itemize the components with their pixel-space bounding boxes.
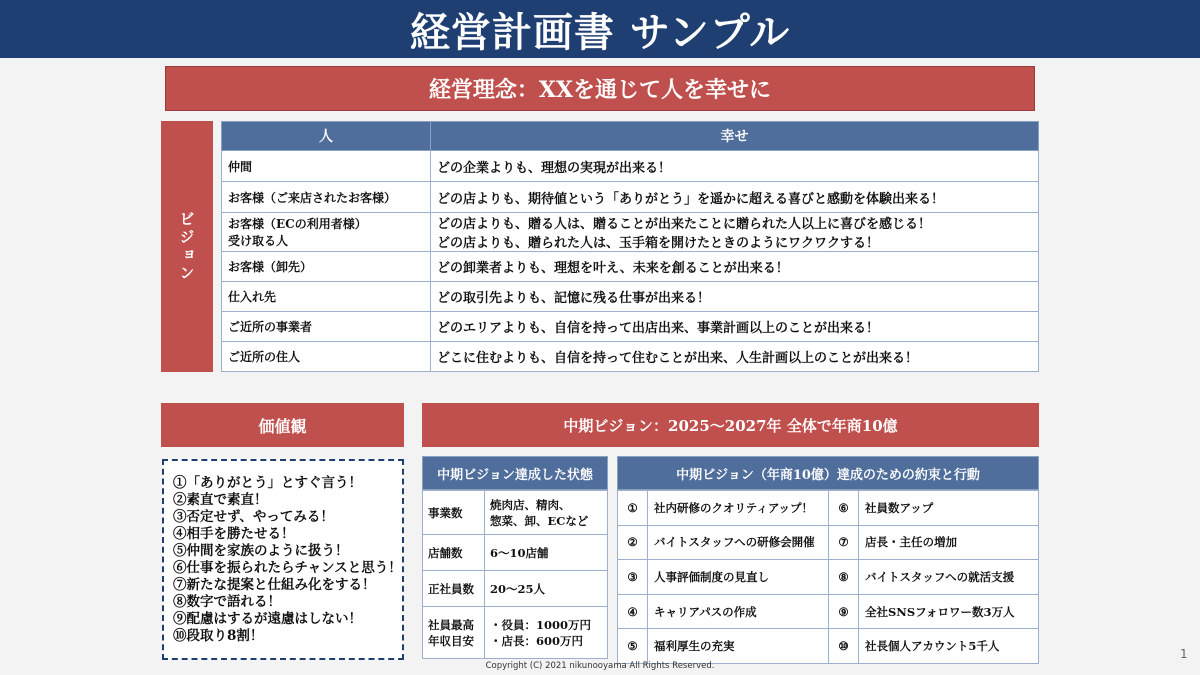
- state-label: [423, 607, 485, 659]
- promise-number: ②: [618, 525, 648, 560]
- happiness-cell: どのエリアよりも、自信を持って出店出来、事業計画以上のことが出来る！: [431, 312, 1039, 342]
- promise-number: ⑦: [829, 525, 859, 560]
- copyright: Copyright (C) 2021 nikunooyama All Rights Reserved.: [485, 661, 715, 671]
- state-value-line: 焼肉店、精肉、: [490, 497, 571, 512]
- promise-table: [617, 490, 1039, 664]
- promise-text: 店長・主任の増加: [859, 525, 1039, 560]
- table-row: [222, 151, 1039, 182]
- state-value: [485, 491, 608, 535]
- promise-number: ⑩: [829, 629, 859, 664]
- promise-text: バイトスタッフへの就活支援: [859, 560, 1039, 595]
- person-line: お客様（ECの利用者様）: [228, 217, 367, 231]
- promise-text: 福利厚生の充実: [648, 629, 829, 664]
- promise-text: 社内研修のクオリティアップ！: [648, 491, 829, 526]
- state-label: 正社員数: [423, 571, 485, 607]
- table-row: [618, 594, 1039, 629]
- person-line: 受け取る人: [228, 234, 289, 248]
- happiness-cell: [431, 213, 1039, 252]
- state-value-line: ・店長：600万円: [490, 633, 584, 648]
- col-happiness-header: 幸せ: [431, 122, 1039, 151]
- promise-header: 中期ビジョン（年商10億）達成のための約束と行動: [617, 456, 1039, 490]
- person-cell: [222, 213, 431, 252]
- promise-number: ③: [618, 560, 648, 595]
- happiness-cell: どの卸業者よりも、理想を叶え、未来を創ることが出来る！: [431, 252, 1039, 282]
- promise-text: 人事評価制度の見直し: [648, 560, 829, 595]
- happiness-cell: どの取引先よりも、記憶に残る仕事が出来る！: [431, 282, 1039, 312]
- promise-text: 社長個人アカウント5千人: [859, 629, 1039, 664]
- values-header: 価値観: [161, 403, 404, 447]
- list-item: ②素直で素直！: [173, 492, 268, 508]
- table-row: [222, 252, 1039, 282]
- person-cell: 仲間: [222, 151, 431, 182]
- promise-text: バイトスタッフへの研修会開催: [648, 525, 829, 560]
- table-row: [222, 213, 1039, 252]
- col-person-header: 人: [222, 122, 431, 151]
- promise-text: 全社SNSフォロワー数3万人: [859, 594, 1039, 629]
- person-cell: お客様（卸先）: [222, 252, 431, 282]
- happiness-line: どの店よりも、贈る人は、贈ることが出来たことに贈られた人以上に喜びを感じる！: [437, 217, 932, 232]
- page-number: 1: [1180, 647, 1188, 661]
- person-cell: ご近所の事業者: [222, 312, 431, 342]
- table-row: [618, 629, 1039, 664]
- promise-number: ⑥: [829, 491, 859, 526]
- table-row: [423, 571, 608, 607]
- promise-number: ⑤: [618, 629, 648, 664]
- state-label: 事業数: [423, 491, 485, 535]
- promise-number: ④: [618, 594, 648, 629]
- person-cell: 仕入れ先: [222, 282, 431, 312]
- table-row: [222, 312, 1039, 342]
- table-row: [222, 182, 1039, 213]
- list-item: ⑥仕事を振られたらチャンスと思う！: [173, 560, 402, 576]
- list-item: ⑦新たな提案と仕組み化をする！: [173, 577, 376, 593]
- happiness-line: どの店よりも、贈られた人は、玉手箱を開けたときのようにワクワクする！: [437, 236, 880, 251]
- vision-label: ビジョン: [161, 121, 213, 372]
- state-value: [485, 607, 608, 659]
- list-item: ⑤仲間を家族のように扱う！: [173, 543, 349, 559]
- state-value-line: ・役員：1000万円: [490, 617, 592, 632]
- table-row: [222, 342, 1039, 372]
- person-cell: ご近所の住人: [222, 342, 431, 372]
- page-title: 経営計画書 サンプル: [0, 0, 1200, 58]
- list-item: ⑩段取り8割！: [173, 628, 264, 644]
- state-label: 店舗数: [423, 535, 485, 571]
- vision-table: [221, 121, 1039, 372]
- state-value-line: 惣菜、卸、ECなど: [490, 513, 589, 528]
- state-value: 6～10店舗: [485, 535, 608, 571]
- list-item: ③否定せず、やってみる！: [173, 509, 334, 525]
- table-row: [222, 282, 1039, 312]
- happiness-cell: どの企業よりも、理想の実現が出来る！: [431, 151, 1039, 182]
- promise-text: キャリアパスの作成: [648, 594, 829, 629]
- promise-number: ⑨: [829, 594, 859, 629]
- list-item: ①「ありがとう」とすぐ言う！: [173, 475, 362, 491]
- state-label-line: 社員最高: [428, 617, 474, 632]
- table-row: [423, 607, 608, 659]
- promise-number: ①: [618, 491, 648, 526]
- values-list: [162, 459, 404, 660]
- state-value: 20～25人: [485, 571, 608, 607]
- table-row: [423, 491, 608, 535]
- happiness-cell: どこに住むよりも、自信を持って住むことが出来、人生計画以上のことが出来る！: [431, 342, 1039, 372]
- table-row: [423, 535, 608, 571]
- list-item: ⑨配慮はするが遠慮はしない！: [173, 611, 362, 627]
- list-item: ④相手を勝たせる！: [173, 526, 295, 542]
- table-row: [618, 491, 1039, 526]
- midterm-header: 中期ビジョン：2025～2027年 全体で年商10億: [422, 403, 1039, 447]
- promise-number: ⑧: [829, 560, 859, 595]
- state-label-line: 年収目安: [428, 633, 474, 648]
- table-row: [618, 525, 1039, 560]
- table-row: [618, 560, 1039, 595]
- state-header: 中期ビジョン達成した状態: [422, 456, 608, 490]
- person-cell: お客様（ご来店されたお客様）: [222, 182, 431, 213]
- state-table: [422, 490, 608, 659]
- promise-text: 社員数アップ: [859, 491, 1039, 526]
- happiness-cell: どの店よりも、期待値という「ありがとう」を遥かに超える喜びと感動を体験出来る！: [431, 182, 1039, 213]
- list-item: ⑧数字で語れる！: [173, 594, 281, 610]
- philosophy-banner: 経営理念：XXを通じて人を幸せに: [165, 66, 1035, 111]
